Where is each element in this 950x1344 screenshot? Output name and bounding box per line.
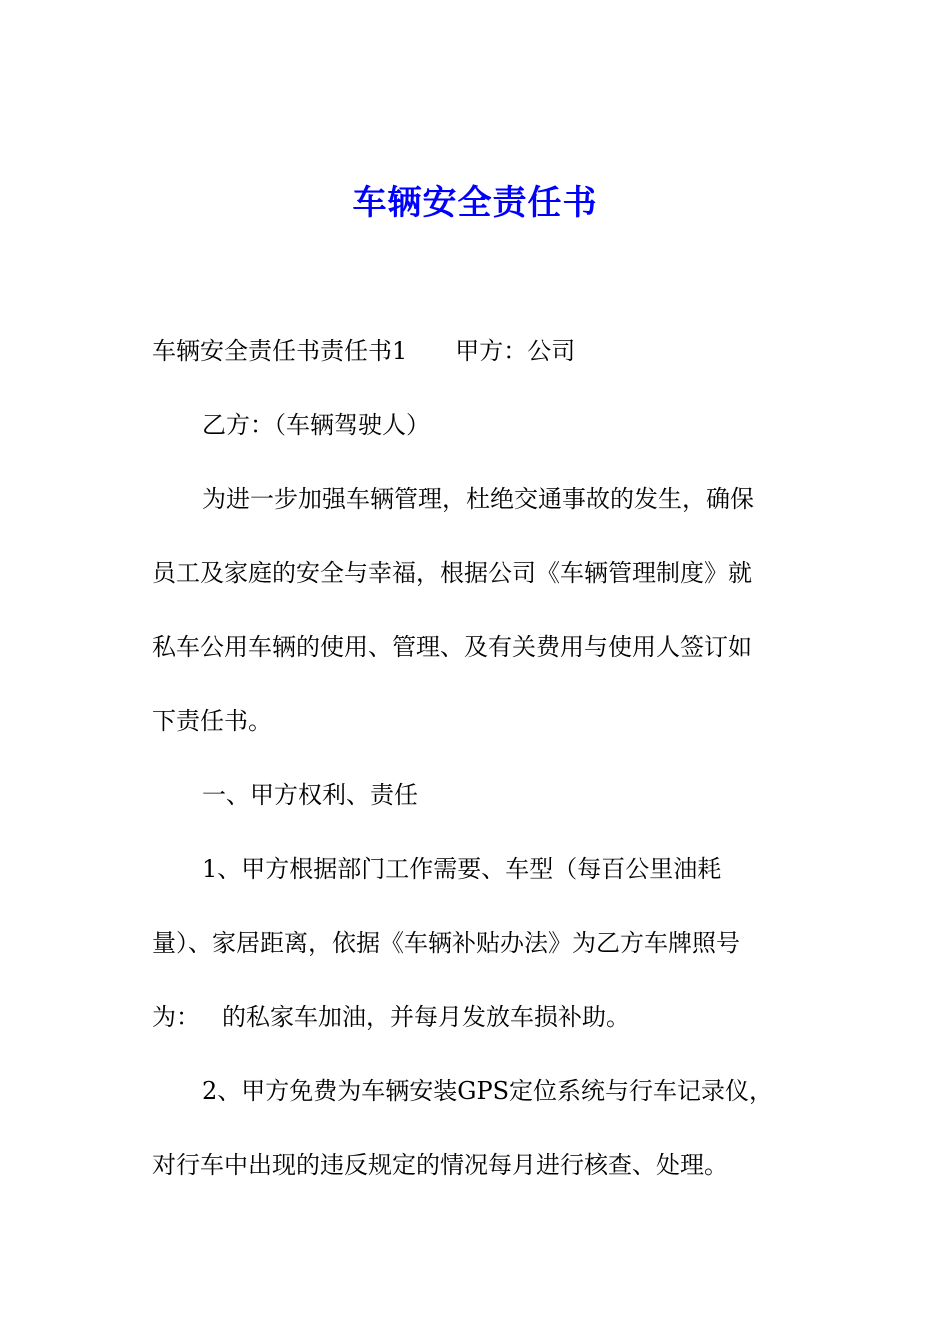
plate-label: 为：	[152, 1003, 200, 1031]
document-body	[152, 325, 797, 1213]
paragraph-line: 员工及家庭的安全与幸福，根据公司《车辆管理制度》就	[152, 559, 752, 587]
paragraph-line: 1、甲方根据部门工作需要、车型（每百公里油耗	[202, 855, 722, 883]
document-title: 车辆安全责任书	[352, 183, 598, 223]
paragraph-line: 对行车中出现的违反规定的情况每月进行核查、处理。	[152, 1151, 728, 1179]
plate-text: 的私家车加油，并每月发放车损补助。	[222, 1003, 630, 1031]
paragraph-line: 量）、家居距离，依据《车辆补贴办法》为乙方车牌照号	[152, 929, 740, 957]
paragraph-line: 下责任书。	[152, 707, 272, 735]
paragraph-line: 为进一步加强车辆管理，杜绝交通事故的发生，确保	[202, 485, 754, 513]
party-a-text: 甲方：公司	[455, 337, 576, 365]
document-heading-text: 车辆安全责任书责任书1	[152, 337, 408, 365]
intro-line	[152, 325, 797, 377]
party-b-line: 乙方：（车辆驾驶人）	[202, 411, 430, 439]
paragraph-line: 2、甲方免费为车辆安装GPS定位系统与行车记录仪，	[202, 1077, 774, 1105]
section-heading: 一、甲方权利、责任	[202, 781, 418, 809]
paragraph-line: 私车公用车辆的使用、管理、及有关费用与使用人签订如	[152, 633, 752, 661]
paragraph-line	[152, 991, 797, 1043]
